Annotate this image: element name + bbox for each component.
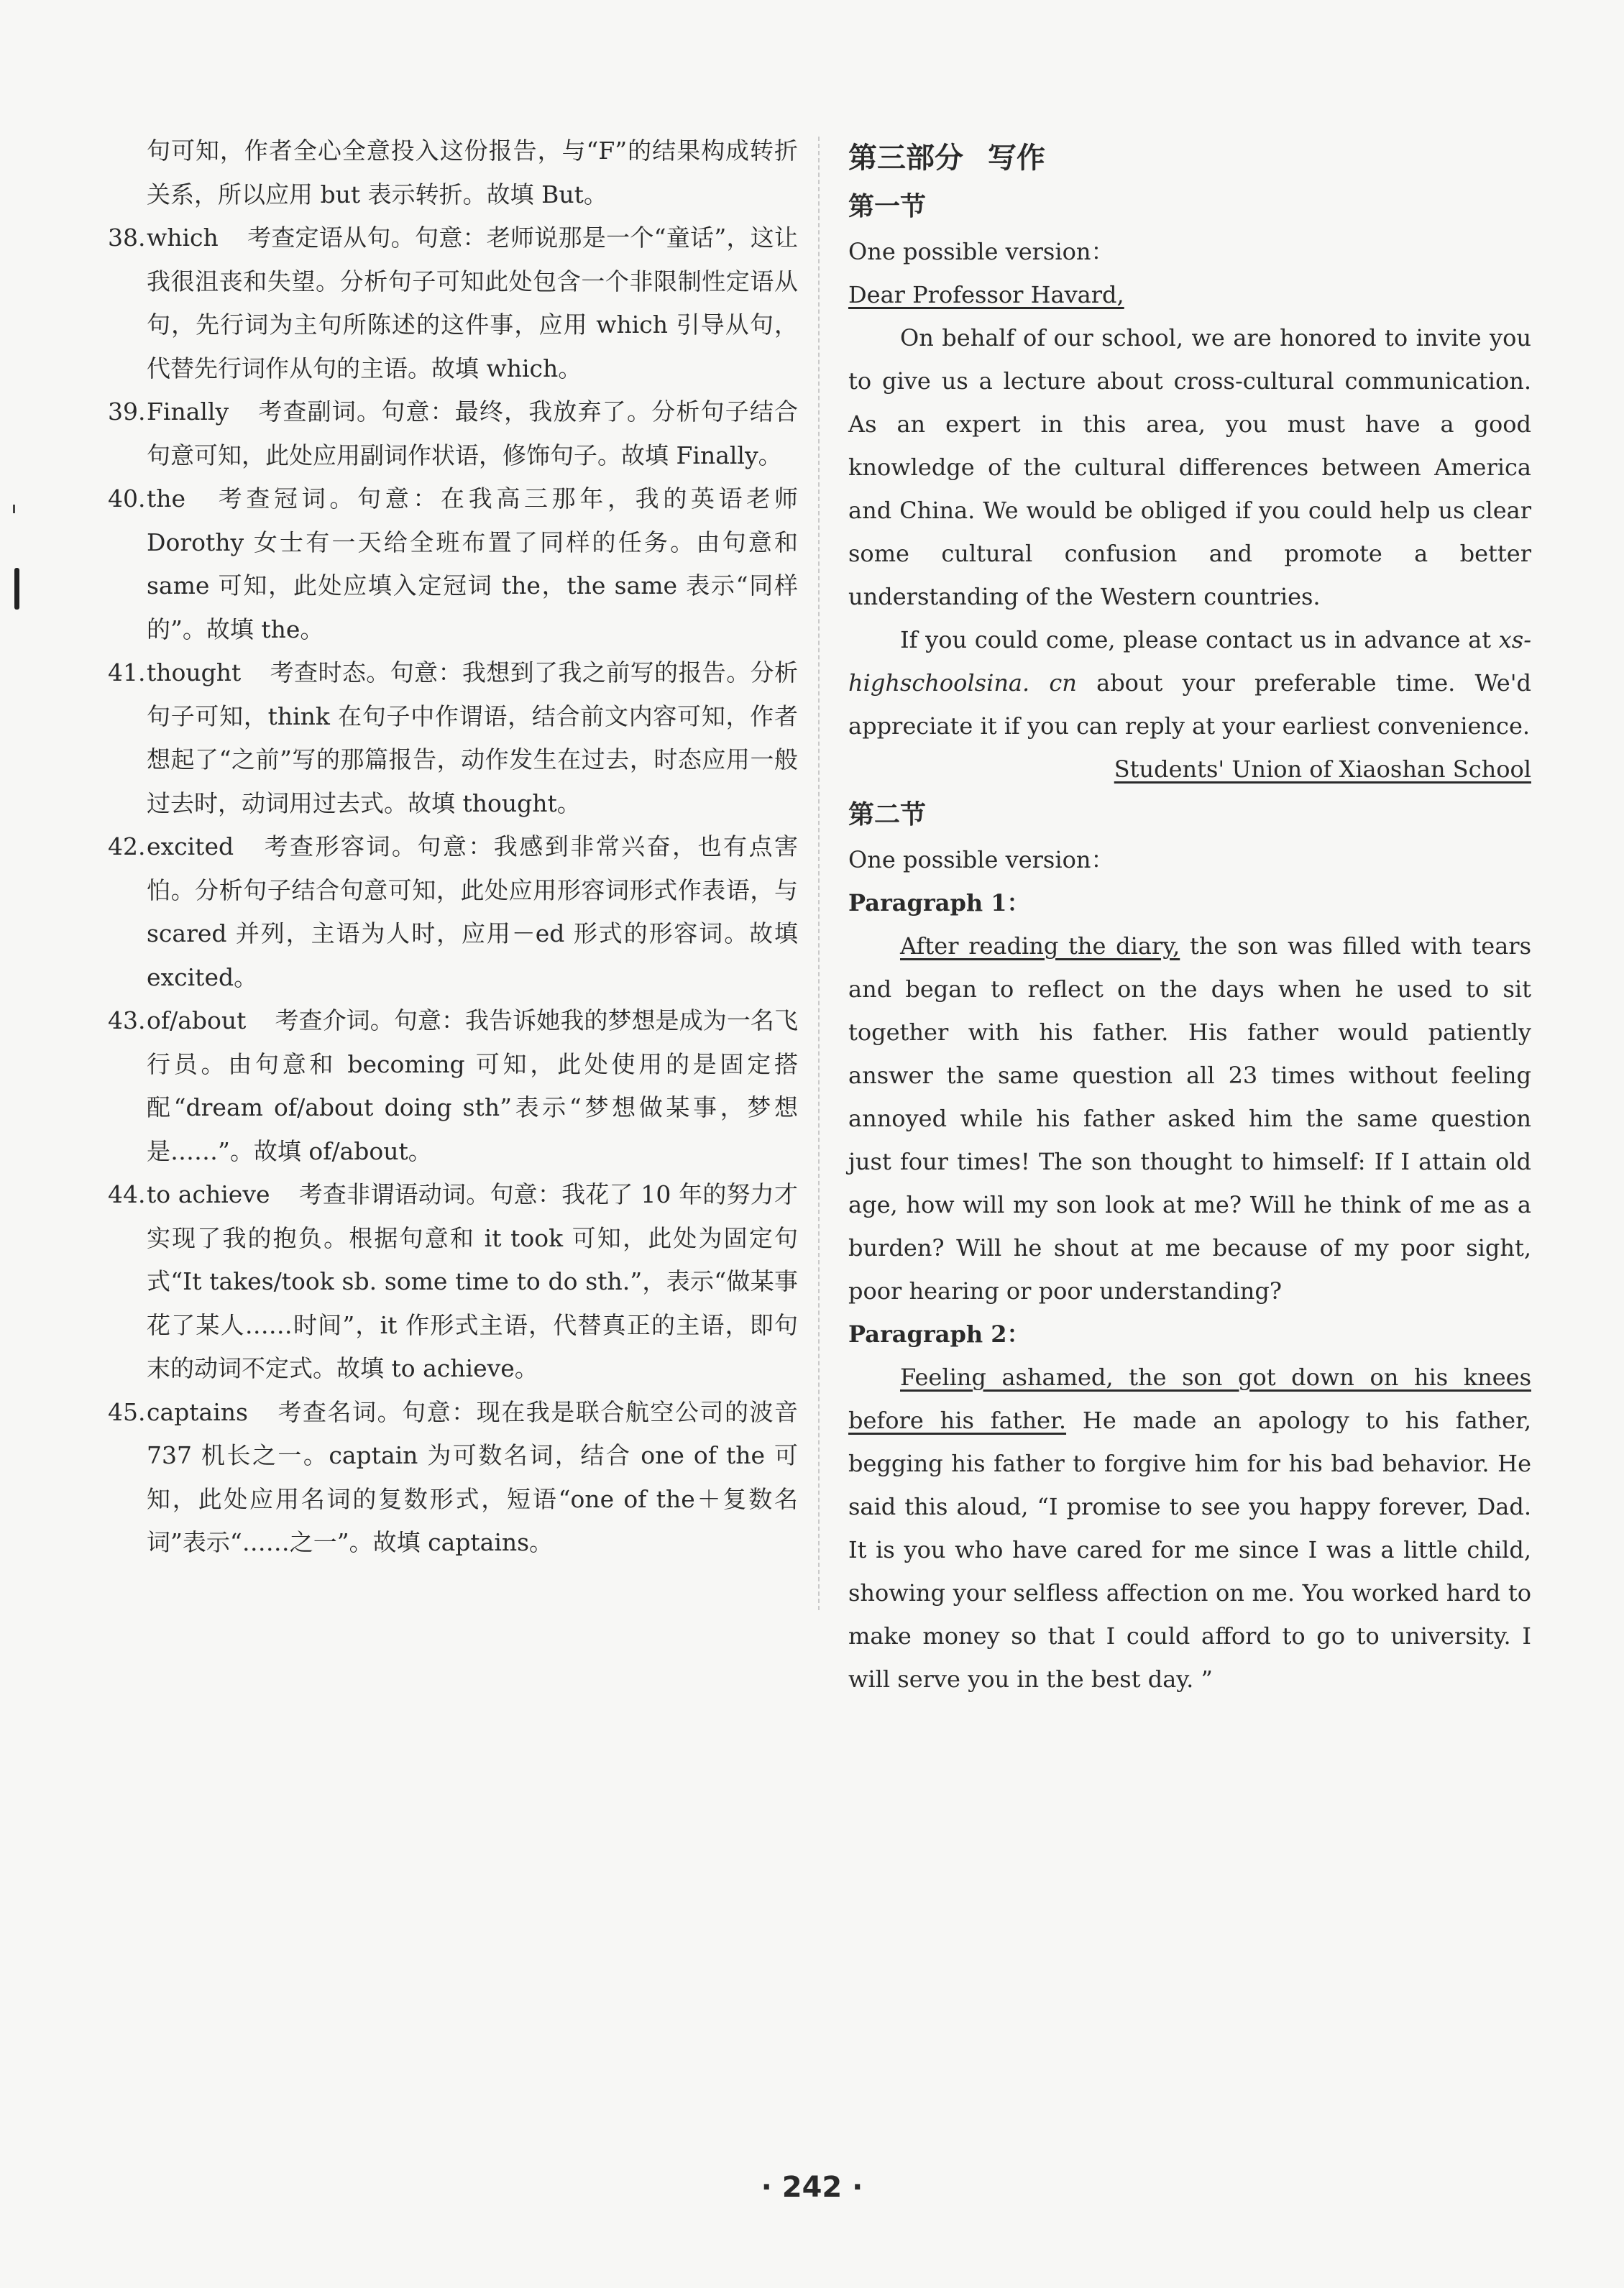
item-answer: Finally <box>147 398 229 426</box>
item-answer: the <box>147 484 186 513</box>
item-answer: which <box>147 224 219 252</box>
paragraph-label: Paragraph 1： <box>848 889 1030 916</box>
item-answer: to achieve <box>147 1180 270 1208</box>
answer-item-41 <box>108 651 798 825</box>
item-number: 40. <box>108 484 146 513</box>
given-opening: Feeling ashamed, the son got down on his knees before his father. <box>848 1364 1531 1434</box>
item-explanation: 考查形容词。句意：我感到非常兴奋，也有点害怕。分析句子结合句意可知，此处应用形容词形式作表语，与 scared 并列，主语为人时，应用－ed 形式的形容词。故填 excited。 <box>147 832 798 991</box>
item-explanation: 考查非谓语动词。句意：我花了 10 年的努力才实现了我的抱负。根据句意和 it took 可知，此处为固定句式“It takes/took sb. some time to do sth.”，表示“做某事花了某人……时间”，it 作形式主语，代替真正的主语，即句末的动词不定式。故填 to achieve。 <box>147 1180 798 1382</box>
item-explanation: 考查时态。句意：我想到了我之前写的报告。分析句子可知，think 在句子中作谓语，结合前文内容可知，作者想起了“之前”写的那篇报告，动作发生在过去，时态应用一般过去时，动词用过去式。故填 thought。 <box>147 658 798 817</box>
given-opening: After reading the diary, <box>900 932 1180 960</box>
margin-mark <box>14 568 19 610</box>
margin-mark <box>13 505 15 513</box>
item-body <box>147 651 798 825</box>
item-explanation: 考查副词。句意：最终，我放弃了。分析句子结合句意可知，此处应用副词作状语，修饰句子。故填 Finally。 <box>147 398 798 469</box>
page-number: · 242 · <box>761 2171 863 2204</box>
intro-continuation: 句可知，作者全心全意投入这份报告，与“F”的结果构成转折关系，所以应用 but 表示转折。故填 But。 <box>147 137 798 208</box>
item-body <box>147 1391 798 1565</box>
answer-item-40 <box>108 477 798 651</box>
answer-item-44 <box>108 1173 798 1391</box>
answer-item-42 <box>108 825 798 999</box>
item-answer: excited <box>147 832 234 860</box>
item-explanation: 考查名词。句意：现在我是联合航空公司的波音 737 机长之一。captain 为可数名词，结合 one of the 可知，此处应用名词的复数形式，短语“one of the＋复数名词”表示“……之一”。故填 captains。 <box>147 1397 798 1556</box>
item-body <box>147 390 798 477</box>
item-explanation: 考查定语从句。句意：老师说那是一个“童话”，这让我很沮丧和失望。分析句子可知此处包含一个非限制性定语从句，先行词为主句所陈述的这件事，应用 which 引导从句，代替先行词作从句的主语。故填 which。 <box>147 224 798 382</box>
item-answer: captains <box>147 1397 248 1426</box>
item-number: 38. <box>108 224 146 252</box>
item-answer: thought <box>147 658 242 686</box>
part-title: 第三部分 写作 <box>848 142 1045 175</box>
item-body <box>147 1173 798 1391</box>
item-number: 42. <box>108 832 146 860</box>
item-number: 44. <box>108 1180 146 1208</box>
item-number: 41. <box>108 658 146 686</box>
column-divider <box>818 137 820 1610</box>
item-number: 39. <box>108 398 146 426</box>
item-body <box>147 477 798 651</box>
item-answer: of/about <box>147 1006 247 1034</box>
answer-item-39 <box>108 390 798 477</box>
version-label: One possible version： <box>848 238 1114 265</box>
signature: Students' Union of Xiaoshan School <box>1114 755 1531 783</box>
item-number: 45. <box>108 1397 146 1426</box>
essay-paragraph: Feeling ashamed, the son got down on his knees before his father. He made an apology to his father, begging his father to forgive him for his bad behavior. He said this aloud, “I promise to see you happy forever, Dad. It is you who have cared for me since I was a little child, showing your selfless affection on me. You worked hard to make money so that I could afford to go to university. I will serve you in the best day. ” <box>848 1364 1532 1693</box>
answer-item-43 <box>108 999 798 1173</box>
letter-paragraph: On behalf of our school, we are honored to invite you to give us a lecture about cross-cultural communication. As an expert in this area, you must have a good knowledge of the cultural differences between America and China. We would be obliged if you could help us clear some cultural confusion and promote a better understanding of the Western countries. <box>848 324 1531 610</box>
answer-item-38 <box>108 216 798 390</box>
left-column <box>108 129 798 1565</box>
item-body <box>147 825 798 999</box>
essay-paragraph: After reading the diary, the son was filled with tears and began to reflect on the days when he used to sit together with his father. His father would patiently answer the same question all 23 times without feeling annoyed while his father asked him the same question just four times! The son thought to himself: If I attain old age, how will my son look at me? Will he think of me as a burden? Will he shout at me because of my poor sight, poor hearing or poor understanding? <box>848 932 1532 1305</box>
version-label: One possible version： <box>848 846 1114 873</box>
item-explanation: 考查冠词。句意：在我高三那年，我的英语老师 Dorothy 女士有一天给全班布置了同样的任务。由句意和 same 可知，此处应填入定冠词 the，the same 表示“同样的”。故填 the。 <box>147 484 798 643</box>
right-column <box>848 129 1531 1701</box>
item-number: 43. <box>108 1006 146 1034</box>
answer-item-45 <box>108 1391 798 1565</box>
section-title: 第二节 <box>848 800 927 830</box>
item-body <box>147 999 798 1173</box>
salutation: Dear Professor Havard, <box>848 281 1124 308</box>
email-address: xs-highschoolsina. cn <box>848 626 1532 697</box>
section-title: 第一节 <box>848 192 927 221</box>
letter-paragraph: If you could come, please contact us in advance at xs-highschoolsina. cn about your preferable time. We'd appreciate it if you can reply at your earliest convenience. <box>848 626 1532 740</box>
paragraph-label: Paragraph 2： <box>848 1320 1030 1348</box>
item-body <box>147 216 798 390</box>
item-explanation: 考查介词。句意：我告诉她我的梦想是成为一名飞行员。由句意和 becoming 可知，此处使用的是固定搭配“dream of/about doing sth”表示“梦想做某事，梦想是……”。故填 of/about。 <box>147 1006 798 1165</box>
